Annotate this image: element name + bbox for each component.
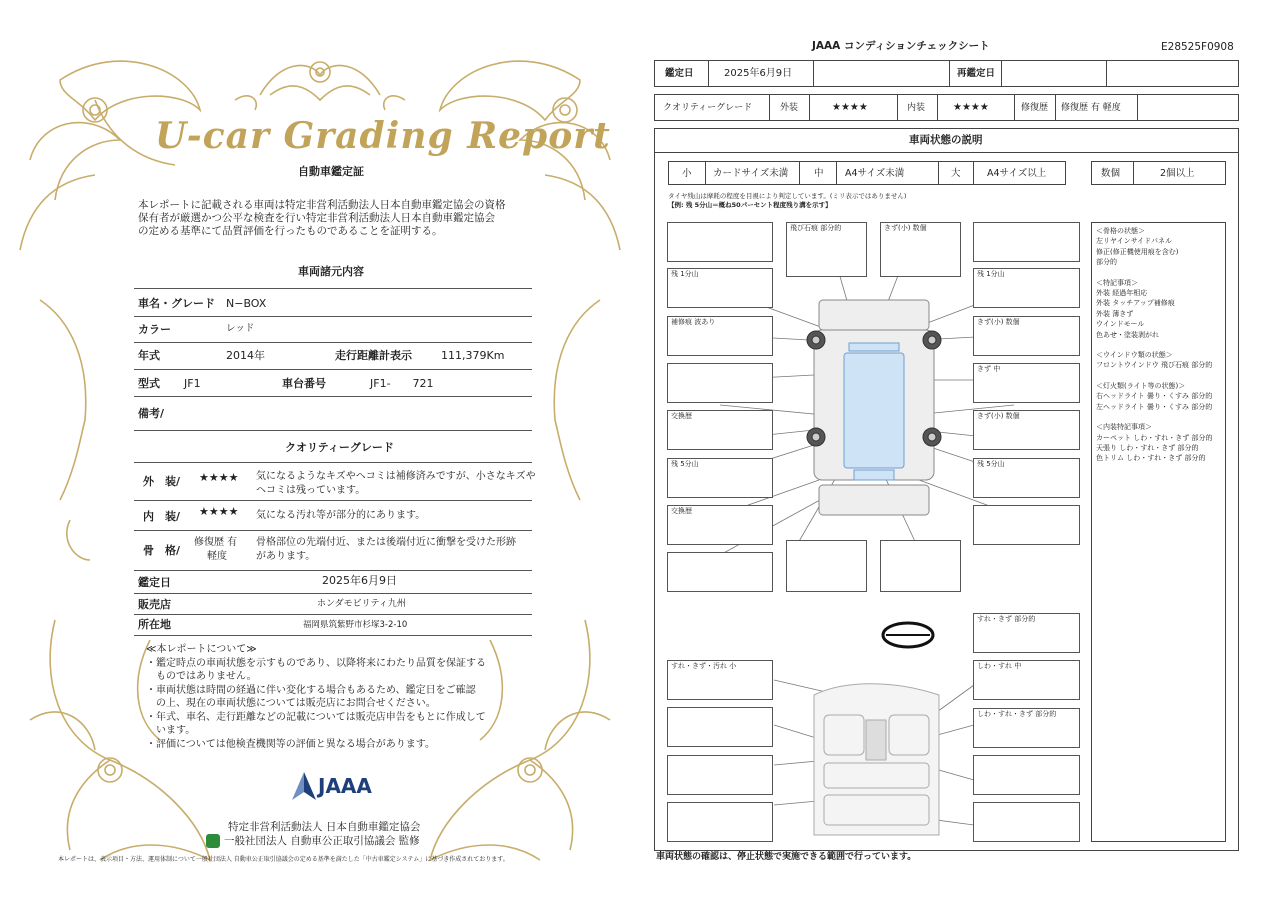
- interior-stars: ★★★★: [199, 505, 239, 518]
- intro-line: 保有者が厳選かつ公平な検査を行い特定非営利活動法人日本自動車鑑定協会: [138, 212, 495, 224]
- note-int-right-5: [973, 802, 1080, 842]
- certificate-subtitle: 自動車鑑定証: [298, 165, 364, 178]
- note-bottom-mid-right: [880, 540, 961, 592]
- legend-large: 大: [951, 168, 961, 179]
- address-label: 所在地: [138, 618, 171, 631]
- address-value: 福岡県筑紫野市杉塚3-2-10: [303, 620, 408, 630]
- sheet-exterior-label: 外装: [780, 103, 799, 113]
- interior-label: 内 装/: [143, 510, 181, 523]
- dealer-label: 販売店: [138, 598, 171, 611]
- note-left-8: [667, 552, 773, 592]
- legend-large-desc: A4サイズ以上: [987, 168, 1047, 179]
- chassis-value: JF1- 721: [370, 377, 434, 390]
- section-title: 車両状態の説明: [909, 134, 983, 146]
- about-line: います。: [146, 725, 196, 736]
- mileage-label: 走行距離計表示: [335, 349, 412, 362]
- side-line: ＜ウインドウ類の状態＞: [1096, 351, 1173, 360]
- side-line: 左リヤインサイドパネル: [1096, 237, 1172, 246]
- size-legend: [668, 161, 1066, 185]
- note-int-left-1: すれ・きず・汚れ 小: [667, 660, 773, 700]
- legend-mid-desc: A4サイズ未満: [845, 168, 905, 179]
- intro-line: 本レポートに記載される車両は特定非営利活動法人日本自動車鑑定協会の資格: [138, 199, 506, 211]
- sheet-interior-label: 内装: [907, 103, 926, 113]
- legend-mid: 中: [814, 168, 824, 179]
- frame-desc-2: があります。: [256, 551, 316, 562]
- note-int-left-2: [667, 707, 773, 747]
- color-value: レッド: [226, 323, 255, 334]
- repair-label: 修復歴: [1021, 103, 1049, 113]
- repair-value: 修復歴 有 軽度: [1061, 103, 1121, 113]
- about-line: ・年式、車名、走行距離などの記載については販売店申告をもとに作成して: [146, 711, 486, 723]
- about-line: ・鑑定時点の車両状態を示すものであり、以降将来にわたり品質を保証する: [146, 657, 486, 669]
- note-left-1: [667, 222, 773, 262]
- model-label: 型式: [138, 377, 160, 390]
- side-line: ＜特記事項＞: [1096, 278, 1138, 287]
- sheet-date-value: 2025年6月9日: [724, 68, 793, 79]
- car-name-label: 車名・グレード: [138, 297, 215, 310]
- note-right-6: 残 5分山: [973, 458, 1080, 498]
- side-line: 外装 タッチアップ補修痕: [1096, 299, 1175, 308]
- side-line: 修正(修正機使用痕を含む): [1096, 247, 1179, 256]
- fair-trade-icon: [206, 834, 220, 848]
- reinspect-label: 再鑑定日: [957, 68, 996, 79]
- note-right-5: きず(小) 数個: [973, 410, 1080, 450]
- about-header: ≪本レポートについて≫: [146, 644, 257, 655]
- car-name-value: N−BOX: [226, 297, 267, 310]
- note-top-mid-left: 飛び石痕 部分的: [786, 222, 867, 277]
- legend-small-desc: カードサイズ未満: [713, 168, 789, 179]
- note-int-left-4: [667, 802, 773, 842]
- sheet-date-label: 鑑定日: [665, 68, 694, 79]
- org-line-1: 特定非営利活動法人 日本自動車鑑定協会: [228, 821, 421, 833]
- note-int-left-3: [667, 755, 773, 795]
- frame-value-2: 軽度: [207, 551, 227, 562]
- side-line: 外装 経過年相応: [1096, 289, 1148, 298]
- note-right-7: [973, 505, 1080, 545]
- exterior-car-outline: [814, 300, 934, 515]
- frame-desc-1: 骨格部位の先端付近、または後端付近に衝撃を受けた形跡: [256, 537, 516, 548]
- sheet-footer: 車両状態の確認は、停止状態で実施できる範囲で行っています。: [656, 852, 917, 862]
- interior-desc: 気になる汚れ等が部分的にあります。: [256, 510, 426, 521]
- about-report: [146, 643, 486, 751]
- about-line: ものではありません。: [146, 671, 257, 682]
- side-line: ＜灯火類(ライト等の状態)＞: [1096, 381, 1186, 390]
- mileage-value: 111,379Km: [441, 349, 505, 362]
- side-line: 色あせ・塗装剥がれ: [1096, 330, 1159, 339]
- steering-wheel-icon: [883, 623, 933, 647]
- date-label: 鑑定日: [138, 576, 171, 589]
- color-label: カラー: [138, 323, 171, 336]
- about-line: ・評価については他検査機関等の評価と異なる場合があります。: [146, 738, 435, 750]
- note-steering: すれ・きず 部分的: [973, 613, 1080, 653]
- intro-line: の定める基準にて品質評価を行ったものであることを証明する。: [138, 225, 443, 237]
- quality-section-heading: クオリティーグレード: [285, 441, 394, 454]
- note-int-right-2: しわ・すれ 中: [973, 660, 1080, 700]
- side-line: ウインドモール: [1096, 320, 1145, 329]
- exterior-stars: ★★★★: [199, 471, 239, 484]
- org-line-2: 一般社団法人 自動車公正取引協議会 監修: [224, 835, 420, 847]
- tire-note-1: タイヤ残山は摩耗の程度を目視により判定しています。(ミリ表示ではありません): [668, 192, 907, 200]
- legend-count: 数個: [1101, 168, 1121, 179]
- note-bottom-mid-left: [786, 540, 867, 592]
- report-title: U-car Grading Report: [155, 115, 611, 157]
- side-line: フロントウインドウ 飛び石痕 部分的: [1096, 361, 1213, 370]
- interior-car-outline: [814, 684, 939, 835]
- year-label: 年式: [138, 349, 160, 362]
- note-right-4: きず 中: [973, 363, 1080, 403]
- note-left-6: 残 5分山: [667, 458, 773, 498]
- side-line: 外装 薄きず: [1096, 309, 1134, 318]
- sheet-title: JAAA コンディションチェックシート: [812, 40, 990, 52]
- side-line: ＜骨格の状態＞: [1096, 227, 1145, 235]
- frame-label: 骨 格/: [143, 544, 181, 557]
- model-value: JF1: [184, 377, 201, 390]
- note-top-mid-right: きず(小) 数個: [880, 222, 961, 277]
- count-legend: [1091, 161, 1226, 185]
- sheet-code: E28525F0908: [1161, 41, 1234, 53]
- note-left-3: 補修痕 波あり: [667, 316, 773, 356]
- side-line: 部分的: [1096, 258, 1117, 267]
- frame-value-1: 修復歴 有: [194, 537, 238, 548]
- date-value: 2025年6月9日: [322, 574, 397, 587]
- sheet-exterior-stars: ★★★★: [832, 102, 868, 113]
- tire-note-2: 【例: 残 5分山＝概ね50パーセント程度残り溝を示す】: [668, 201, 832, 209]
- exterior-label: 外 装/: [143, 475, 181, 488]
- year-value: 2014年: [226, 349, 265, 362]
- note-left-7: 交換歴: [667, 505, 773, 545]
- jaaa-logo-mark: [290, 770, 318, 802]
- exterior-desc-2: ヘコミは残っています。: [256, 485, 366, 496]
- side-line: ＜内装特記事項＞: [1096, 423, 1152, 432]
- date-row: [654, 60, 1239, 87]
- chassis-label: 車台番号: [282, 377, 326, 390]
- note-int-right-4: [973, 755, 1080, 795]
- note-int-right-3: しわ・すれ・きず 部分的: [973, 708, 1080, 748]
- side-line: 天張り しわ・すれ・きず 部分的: [1096, 443, 1199, 452]
- sheet-interior-stars: ★★★★: [953, 102, 989, 113]
- note-right-1: [973, 222, 1080, 262]
- note-right-2: 残 1分山: [973, 268, 1080, 308]
- note-left-4: [667, 363, 773, 403]
- condition-side-panel: [1091, 222, 1226, 842]
- side-line: 色トリム しわ・すれ・きず 部分的: [1096, 454, 1206, 463]
- note-left-2: 残 1分山: [667, 268, 773, 308]
- side-line: カーペット しわ・すれ・きず 部分的: [1096, 433, 1213, 442]
- side-line: 左ヘッドライト 曇り・くすみ 部分的: [1096, 402, 1213, 411]
- vehicle-section-heading: 車両諸元内容: [298, 265, 364, 278]
- remarks-label: 備考/: [138, 407, 165, 420]
- legend-count-desc: 2個以上: [1160, 168, 1195, 179]
- side-line: 右ヘッドライト 曇り・くすみ 部分的: [1096, 392, 1213, 401]
- note-right-3: きず(小) 数個: [973, 316, 1080, 356]
- certificate-intro: [138, 199, 506, 238]
- quality-row: [654, 94, 1239, 121]
- legend-small: 小: [682, 168, 692, 179]
- about-line: の上、現在の車両状態については販売店にお問合せください。: [146, 698, 436, 709]
- footer-note: 本レポートは、表示項目・方法、運用体制について一般社団法人 自動車公正取引協議会の定める基準を満たした「中古車鑑定システム」に基づき作成されております。: [58, 856, 509, 863]
- jaaa-logo-text: JAAA: [318, 774, 372, 798]
- note-left-5: 交換歴: [667, 410, 773, 450]
- exterior-desc-1: 気になるようなキズやヘコミは補修済みですが、小さなキズや: [256, 471, 536, 482]
- about-line: ・車両状態は時間の経過に伴い変化する場合もあるため、鑑定日をご確認: [146, 684, 476, 696]
- dealer-value: ホンダモビリティ九州: [317, 599, 406, 609]
- quality-label: クオリティーグレード: [663, 103, 753, 113]
